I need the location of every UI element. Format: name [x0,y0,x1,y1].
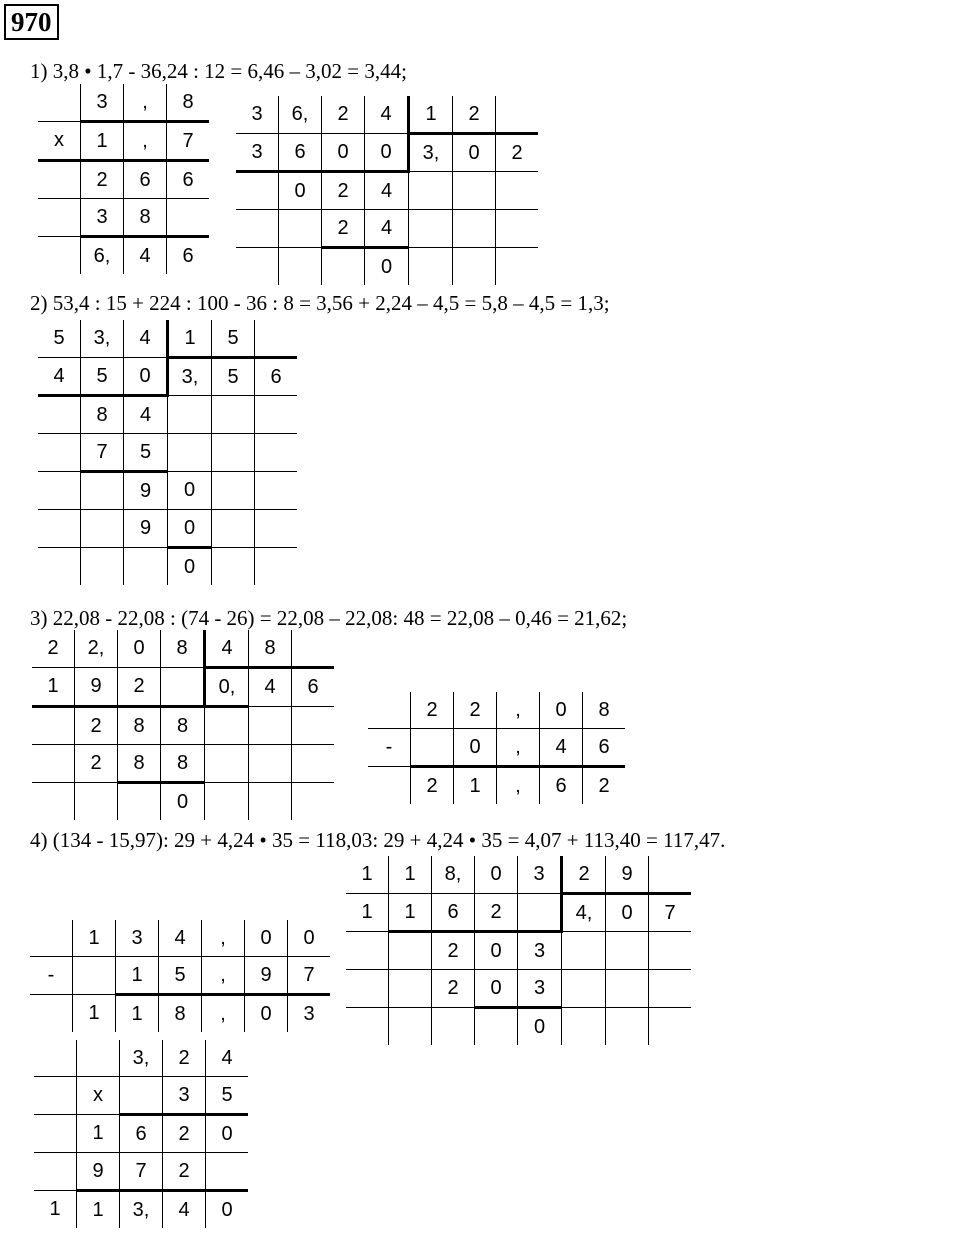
grid-cell: 3 [518,970,562,1008]
grid-cell [205,707,249,745]
grid-cell: 2 [411,692,454,729]
grid-cell: 1 [77,1191,120,1229]
grid-row [368,767,625,805]
grid-cell [205,783,249,821]
grid-cell: 8 [124,199,167,237]
grid-cell [81,548,124,586]
grid-cell: 6 [167,161,210,199]
grid-row [236,172,538,210]
grid-cell [562,1008,606,1046]
grid-cell: 3, [81,320,124,358]
grid-row [32,783,334,821]
grid-cell: 1 [168,320,212,358]
grid-cell: 6 [432,894,475,932]
grid-row [236,96,538,134]
grid-cell: 1 [346,894,389,932]
grid-cell: 3 [288,995,331,1033]
grid-cell: 2 [47,637,59,659]
grid-cell: 0 [365,248,409,286]
grid-cell [38,548,81,586]
grid-cell: 3, [120,1191,163,1229]
grid-cell: 0 [245,920,288,957]
grid-cell [168,434,212,472]
grid-cell [205,745,249,783]
equation-1: 1) 3,8 • 1,7 - 36,24 : 12 = 6,46 – 3,02 = 3,44; [30,59,407,83]
grid-cell [409,172,453,210]
grid-cell [322,248,365,286]
grid-cell: , [497,692,540,729]
grid-cell [212,472,255,510]
grid-cell: 4 [124,237,167,275]
grid-cell: 8 [167,84,210,122]
grid-cell: 9 [124,510,168,548]
grid-row [38,548,297,586]
grid-cell: 3 [236,134,279,172]
grid-cell: 3 [116,920,159,957]
grid-row [34,1191,248,1229]
grid-cell: 5 [81,358,124,396]
grid-row [368,729,625,767]
grid-cell [249,707,292,745]
grid-row [32,707,334,745]
grid-cell [38,510,81,548]
grid-cell [81,472,124,510]
division-grid-4 [346,856,691,1045]
grid-cell: 3 [81,199,124,237]
grid-cell [236,210,279,248]
grid-cell: 6 [120,1115,163,1153]
equation-4: 4) (134 - 15,97): 29 + 4,24 • 35 = 118,03: 29 + 4,24 • 35 = 4,07 + 113,40 = 117,47. [30,828,726,852]
grid-cell: 3, [168,358,212,396]
grid-cell [212,548,255,586]
grid-cell: 1 [361,863,373,885]
grid-cell: 1 [77,1115,120,1153]
grid-cell: 7 [81,434,124,472]
grid-row [32,630,334,668]
grid-cell [249,783,292,821]
grid-cell [168,396,212,434]
division-grid-2 [38,320,297,585]
grid-cell [77,1040,120,1077]
grid-cell: 6 [540,767,583,805]
grid-cell [34,1040,77,1077]
grid-cell: 4 [206,1040,249,1077]
grid-cell [432,1008,475,1046]
grid-row [346,970,691,1008]
grid-cell: 8 [118,707,161,745]
grid-cell: 2 [322,96,365,134]
grid-cell: 0 [245,995,288,1033]
grid-cell [649,856,692,894]
grid-cell [496,172,539,210]
grid-cell [453,248,496,286]
grid-row [34,1077,248,1115]
grid-cell [161,668,205,707]
grid-row [236,134,538,172]
grid-cell: 2 [163,1153,206,1191]
grid-row [38,396,297,434]
grid-row [38,472,297,510]
grid-cell [236,172,279,210]
grid-cell: 2, [75,630,118,668]
grid-cell: 6 [255,358,298,396]
grid-cell: 1 [454,767,497,805]
grid-cell [255,510,298,548]
grid-cell: 0 [540,692,583,729]
grid-cell: 7 [120,1153,163,1191]
grid-cell: 2 [163,1115,206,1153]
grid-row [368,692,625,729]
grid-cell [453,210,496,248]
grid-row [38,320,297,358]
grid-cell: 4 [365,172,409,210]
grid-cell: 3 [251,103,263,125]
grid-cell: 1 [32,668,75,707]
grid-cell [346,932,389,970]
grid-cell: 2 [496,134,539,172]
grid-cell: 1 [116,957,159,995]
grid-cell [346,970,389,1008]
grid-row [30,957,330,995]
grid-cell: 8 [161,707,205,745]
grid-cell: 2 [432,970,475,1008]
grid-cell [255,472,298,510]
grid-cell [212,434,255,472]
grid-cell: 0 [288,920,331,957]
grid-cell: 2 [118,668,161,707]
grid-cell: 1 [73,995,116,1033]
grid-cell [34,1115,77,1153]
grid-row [346,1008,691,1046]
grid-row [236,248,538,286]
grid-row [32,668,334,707]
grid-cell: 4 [159,920,202,957]
grid-cell: 8 [161,630,205,668]
grid-cell: x [77,1077,120,1115]
grid-cell: , [497,729,540,767]
division-grid-3 [32,630,334,820]
grid-cell [292,745,335,783]
grid-cell: 9 [124,472,168,510]
grid-cell: 3 [163,1077,206,1115]
grid-cell: 4 [124,396,168,434]
grid-cell: 5 [212,320,255,358]
grid-cell: 4 [365,210,409,248]
grid-row [346,856,691,894]
grid-cell: 0 [475,970,518,1008]
grid-cell: 2 [454,692,497,729]
grid-cell: 5 [206,1077,249,1115]
grid-cell [453,172,496,210]
grid-cell: 0 [168,510,212,548]
grid-cell: 2 [475,894,518,932]
grid-cell: 6, [81,237,124,275]
grid-cell: , [124,84,167,122]
grid-cell [606,970,649,1008]
grid-cell: 5 [124,434,168,472]
grid-cell [38,161,81,199]
grid-cell: 0 [124,358,168,396]
grid-cell [212,510,255,548]
grid-cell [236,248,279,286]
grid-cell [292,783,335,821]
grid-cell [496,248,539,286]
grid-cell [32,745,75,783]
grid-cell [255,548,298,586]
grid-cell [255,434,298,472]
grid-cell: 3 [81,84,124,122]
grid-row [38,122,209,161]
grid-cell [409,210,453,248]
grid-cell [75,783,118,821]
grid-cell [167,199,210,237]
grid-cell: 6 [279,134,322,172]
grid-cell: 0 [454,729,497,767]
grid-cell: 8 [81,396,124,434]
grid-cell: 3 [518,932,562,970]
grid-cell: 0 [118,630,161,668]
grid-cell: 8 [161,745,205,783]
grid-cell [411,729,454,767]
grid-cell: 5 [53,327,65,349]
grid-row [32,745,334,783]
grid-cell [518,894,562,932]
grid-cell: 4 [38,358,81,396]
grid-cell: 6 [292,668,335,707]
grid-cell [38,396,81,434]
grid-cell [34,1153,77,1191]
grid-cell: 1 [81,122,124,161]
grid-cell [279,210,322,248]
grid-cell: 6 [583,729,626,767]
grid-cell [279,248,322,286]
grid-cell [30,995,73,1033]
grid-cell: 0 [606,894,649,932]
grid-row [38,161,209,199]
grid-cell: 2 [81,161,124,199]
grid-cell: , [497,767,540,805]
grid-cell: 1 [409,96,453,134]
grid-cell [124,548,168,586]
grid-cell: 0 [168,548,212,586]
grid-cell: 3 [518,856,562,894]
equation-3: 3) 22,08 - 22,08 : (74 - 26) = 22,08 – 22,08: 48 = 22,08 – 0,46 = 21,62; [30,606,628,630]
grid-cell [212,396,255,434]
grid-cell: 2 [322,210,365,248]
grid-cell: 2 [322,172,365,210]
grid-row [346,894,691,932]
grid-row [38,510,297,548]
grid-cell: 0 [365,134,409,172]
grid-cell: 2 [411,767,454,805]
grid-cell: 2 [453,96,496,134]
grid-cell [496,96,539,134]
problem-number: 970 [4,4,59,40]
grid-cell [475,1008,518,1046]
grid-row [38,84,209,122]
grid-cell: 4 [540,729,583,767]
grid-cell [249,745,292,783]
grid-cell: 0 [518,1008,562,1046]
grid-cell [606,1008,649,1046]
grid-row [34,1040,248,1077]
grid-cell [389,932,432,970]
grid-cell: - [30,957,73,995]
grid-cell: 6 [167,237,210,275]
grid-cell: 0 [206,1191,249,1229]
grid-cell [118,783,161,821]
grid-cell: 8 [583,692,626,729]
grid-cell: x [38,122,81,161]
grid-cell [409,248,453,286]
grid-cell [38,237,81,275]
grid-cell [389,1008,432,1046]
grid-cell [30,920,73,957]
grid-cell: 4 [365,96,409,134]
grid-cell: - [368,729,411,767]
grid-cell: 0 [453,134,496,172]
grid-cell: 4 [124,320,168,358]
grid-row [38,237,209,275]
grid-cell [38,434,81,472]
grid-cell: 0 [279,172,322,210]
grid-cell [496,210,539,248]
grid-cell: , [202,957,245,995]
grid-row [30,920,330,957]
grid-cell: 9 [606,856,649,894]
grid-cell: 1 [73,920,116,957]
grid-cell [562,932,606,970]
grid-cell [649,932,692,970]
grid-cell: 2 [562,856,606,894]
grid-cell [389,970,432,1008]
grid-cell [120,1077,163,1115]
grid-cell [292,630,335,668]
grid-cell [255,396,298,434]
grid-cell: 0 [161,783,205,821]
grid-cell [34,1077,77,1115]
grid-cell: 7 [167,122,210,161]
multiplication-grid-1 [38,84,209,274]
grid-cell: 0 [322,134,365,172]
grid-cell: 8 [118,745,161,783]
grid-cell [32,707,75,745]
grid-cell: 4 [163,1191,206,1229]
grid-cell: 9 [245,957,288,995]
grid-cell: 3, [409,134,453,172]
grid-cell [38,199,81,237]
grid-row [38,434,297,472]
grid-cell [606,932,649,970]
grid-cell [38,472,81,510]
grid-cell [346,1008,389,1046]
grid-cell: , [202,995,245,1033]
grid-cell: 0, [205,668,249,707]
grid-cell: , [202,920,245,957]
grid-row [34,1115,248,1153]
grid-row [346,932,691,970]
grid-cell: 8 [159,995,202,1033]
grid-cell: 0 [475,932,518,970]
grid-cell: 8 [249,630,292,668]
grid-cell: 0 [475,856,518,894]
grid-cell: 0 [168,472,212,510]
grid-cell [73,957,116,995]
grid-cell: 2 [432,932,475,970]
grid-cell: 0 [206,1115,249,1153]
grid-cell: 2 [75,745,118,783]
grid-cell: 7 [649,894,692,932]
grid-cell: 9 [75,668,118,707]
grid-row [38,358,297,396]
grid-cell [368,692,411,729]
grid-cell: 2 [75,707,118,745]
grid-cell [368,767,411,805]
grid-cell: 3, [120,1040,163,1077]
multiplication-grid-4 [34,1040,248,1228]
grid-row [236,210,538,248]
grid-cell: 2 [583,767,626,805]
grid-cell [649,970,692,1008]
equation-2: 2) 53,4 : 15 + 224 : 100 - 36 : 8 = 3,56 + 2,24 – 4,5 = 5,8 – 4,5 = 1,3; [30,291,610,315]
grid-cell: 5 [212,358,255,396]
grid-cell: , [124,122,167,161]
grid-cell: 1 [389,894,432,932]
subtraction-grid-4 [30,920,330,1032]
grid-cell: 5 [159,957,202,995]
grid-cell [255,320,298,358]
grid-cell: 4, [562,894,606,932]
grid-cell: 4 [249,668,292,707]
grid-cell: 4 [205,630,249,668]
grid-cell [562,970,606,1008]
grid-cell [649,1008,692,1046]
grid-cell: 1 [389,856,432,894]
grid-row [30,995,330,1033]
grid-cell [206,1153,249,1191]
grid-cell: 2 [163,1040,206,1077]
grid-cell: 6 [124,161,167,199]
grid-cell [81,510,124,548]
grid-cell: 7 [288,957,331,995]
grid-row [38,199,209,237]
grid-cell: 1 [116,995,159,1033]
grid-cell: 1 [34,1191,77,1229]
division-grid-1 [236,96,538,285]
grid-row [34,1153,248,1191]
grid-cell: 8, [432,856,475,894]
grid-cell [32,783,75,821]
grid-cell [292,707,335,745]
subtraction-grid-3 [368,692,625,804]
grid-cell [38,84,81,122]
grid-cell: 6, [279,96,322,134]
grid-cell: 9 [77,1153,120,1191]
